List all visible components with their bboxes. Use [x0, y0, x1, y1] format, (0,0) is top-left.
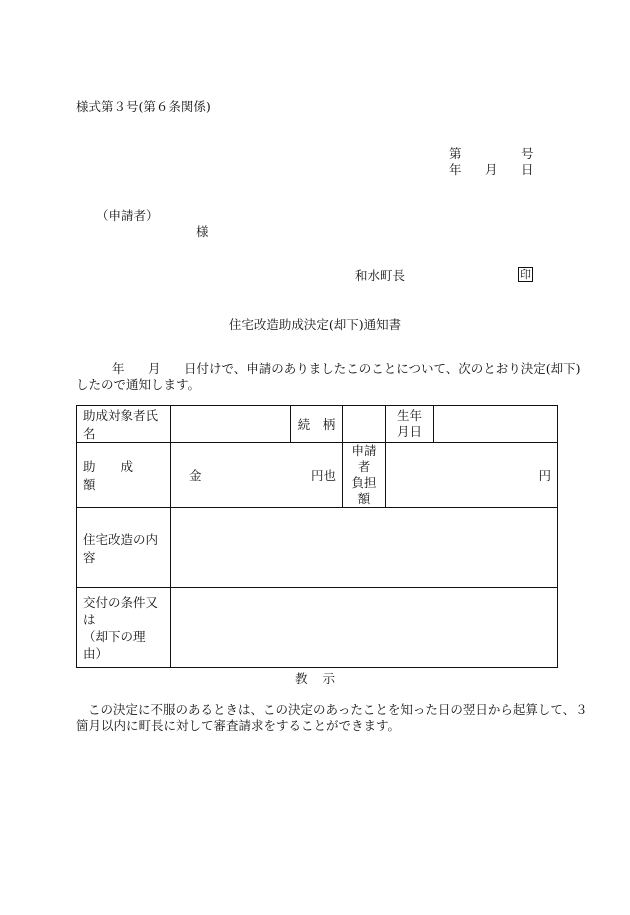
yen-label: 円 — [538, 468, 551, 483]
body-year: 年 — [112, 361, 125, 376]
issuer-title: 和水町長 — [355, 268, 406, 283]
seal-mark — [516, 266, 533, 282]
renovation-content-value — [171, 508, 558, 588]
relation-label: 続 柄 — [291, 406, 343, 443]
burden-label-line-2: 負担額 — [351, 475, 377, 506]
table-row — [77, 508, 558, 588]
document-title: 住宅改造助成決定(却下)通知書 — [228, 317, 402, 332]
subsidy-amount-value — [171, 443, 343, 508]
birthdate-label — [386, 406, 434, 443]
date-day: 日 — [521, 162, 534, 177]
burden-label-line-1: 申請者 — [351, 443, 377, 474]
birthdate-label-line-2: 月日 — [396, 424, 422, 439]
body-line-1: 日付けで、申請のありましたこのことについて、次のとおり決定(却下) — [184, 361, 581, 376]
yen-ya-label: 円也 — [310, 468, 336, 483]
conditions-label-line-2: （却下の理由） — [83, 628, 146, 661]
date-year: 年 — [449, 162, 462, 177]
doc-number-go: 号 — [521, 146, 534, 161]
body-month: 月 — [148, 361, 161, 376]
subsidy-table — [76, 405, 558, 668]
applicant-label: （申請者） — [96, 208, 159, 223]
conditions-label-line-1: 交付の条件又は — [83, 594, 159, 627]
instruction-line-1: この決定に不服のあるときは、この決定のあったことを知った日の翌日から起算して、３ — [88, 702, 588, 717]
instruction-title: 教示 — [294, 671, 350, 686]
conditions-value — [171, 588, 558, 668]
subject-name-value — [171, 406, 291, 443]
instruction-line-2: 箇月以内に町長に対して審査請求をすることができます。 — [76, 718, 401, 733]
table-row — [77, 406, 558, 443]
form-number: 様式第３号(第６条関係) — [76, 99, 211, 114]
subsidy-amount-label: 助 成 額 — [77, 443, 171, 508]
table-row — [77, 588, 558, 668]
birthdate-value — [434, 406, 558, 443]
applicant-sama: 様 — [196, 224, 209, 239]
seal-text: 印 — [520, 268, 531, 281]
body-line-2: したので通知します。 — [76, 377, 201, 392]
relation-value — [343, 406, 386, 443]
conditions-label — [77, 588, 171, 668]
birthdate-label-line-1: 生年 — [396, 408, 422, 423]
doc-number-dai: 第 — [449, 146, 462, 161]
applicant-burden-label — [343, 443, 386, 508]
kin-label: 金 — [189, 468, 202, 483]
table-row — [77, 443, 558, 508]
date-month: 月 — [485, 162, 498, 177]
subject-name-label: 助成対象者氏名 — [77, 406, 171, 443]
renovation-content-label: 住宅改造の内容 — [77, 508, 171, 588]
applicant-burden-value — [386, 443, 558, 508]
